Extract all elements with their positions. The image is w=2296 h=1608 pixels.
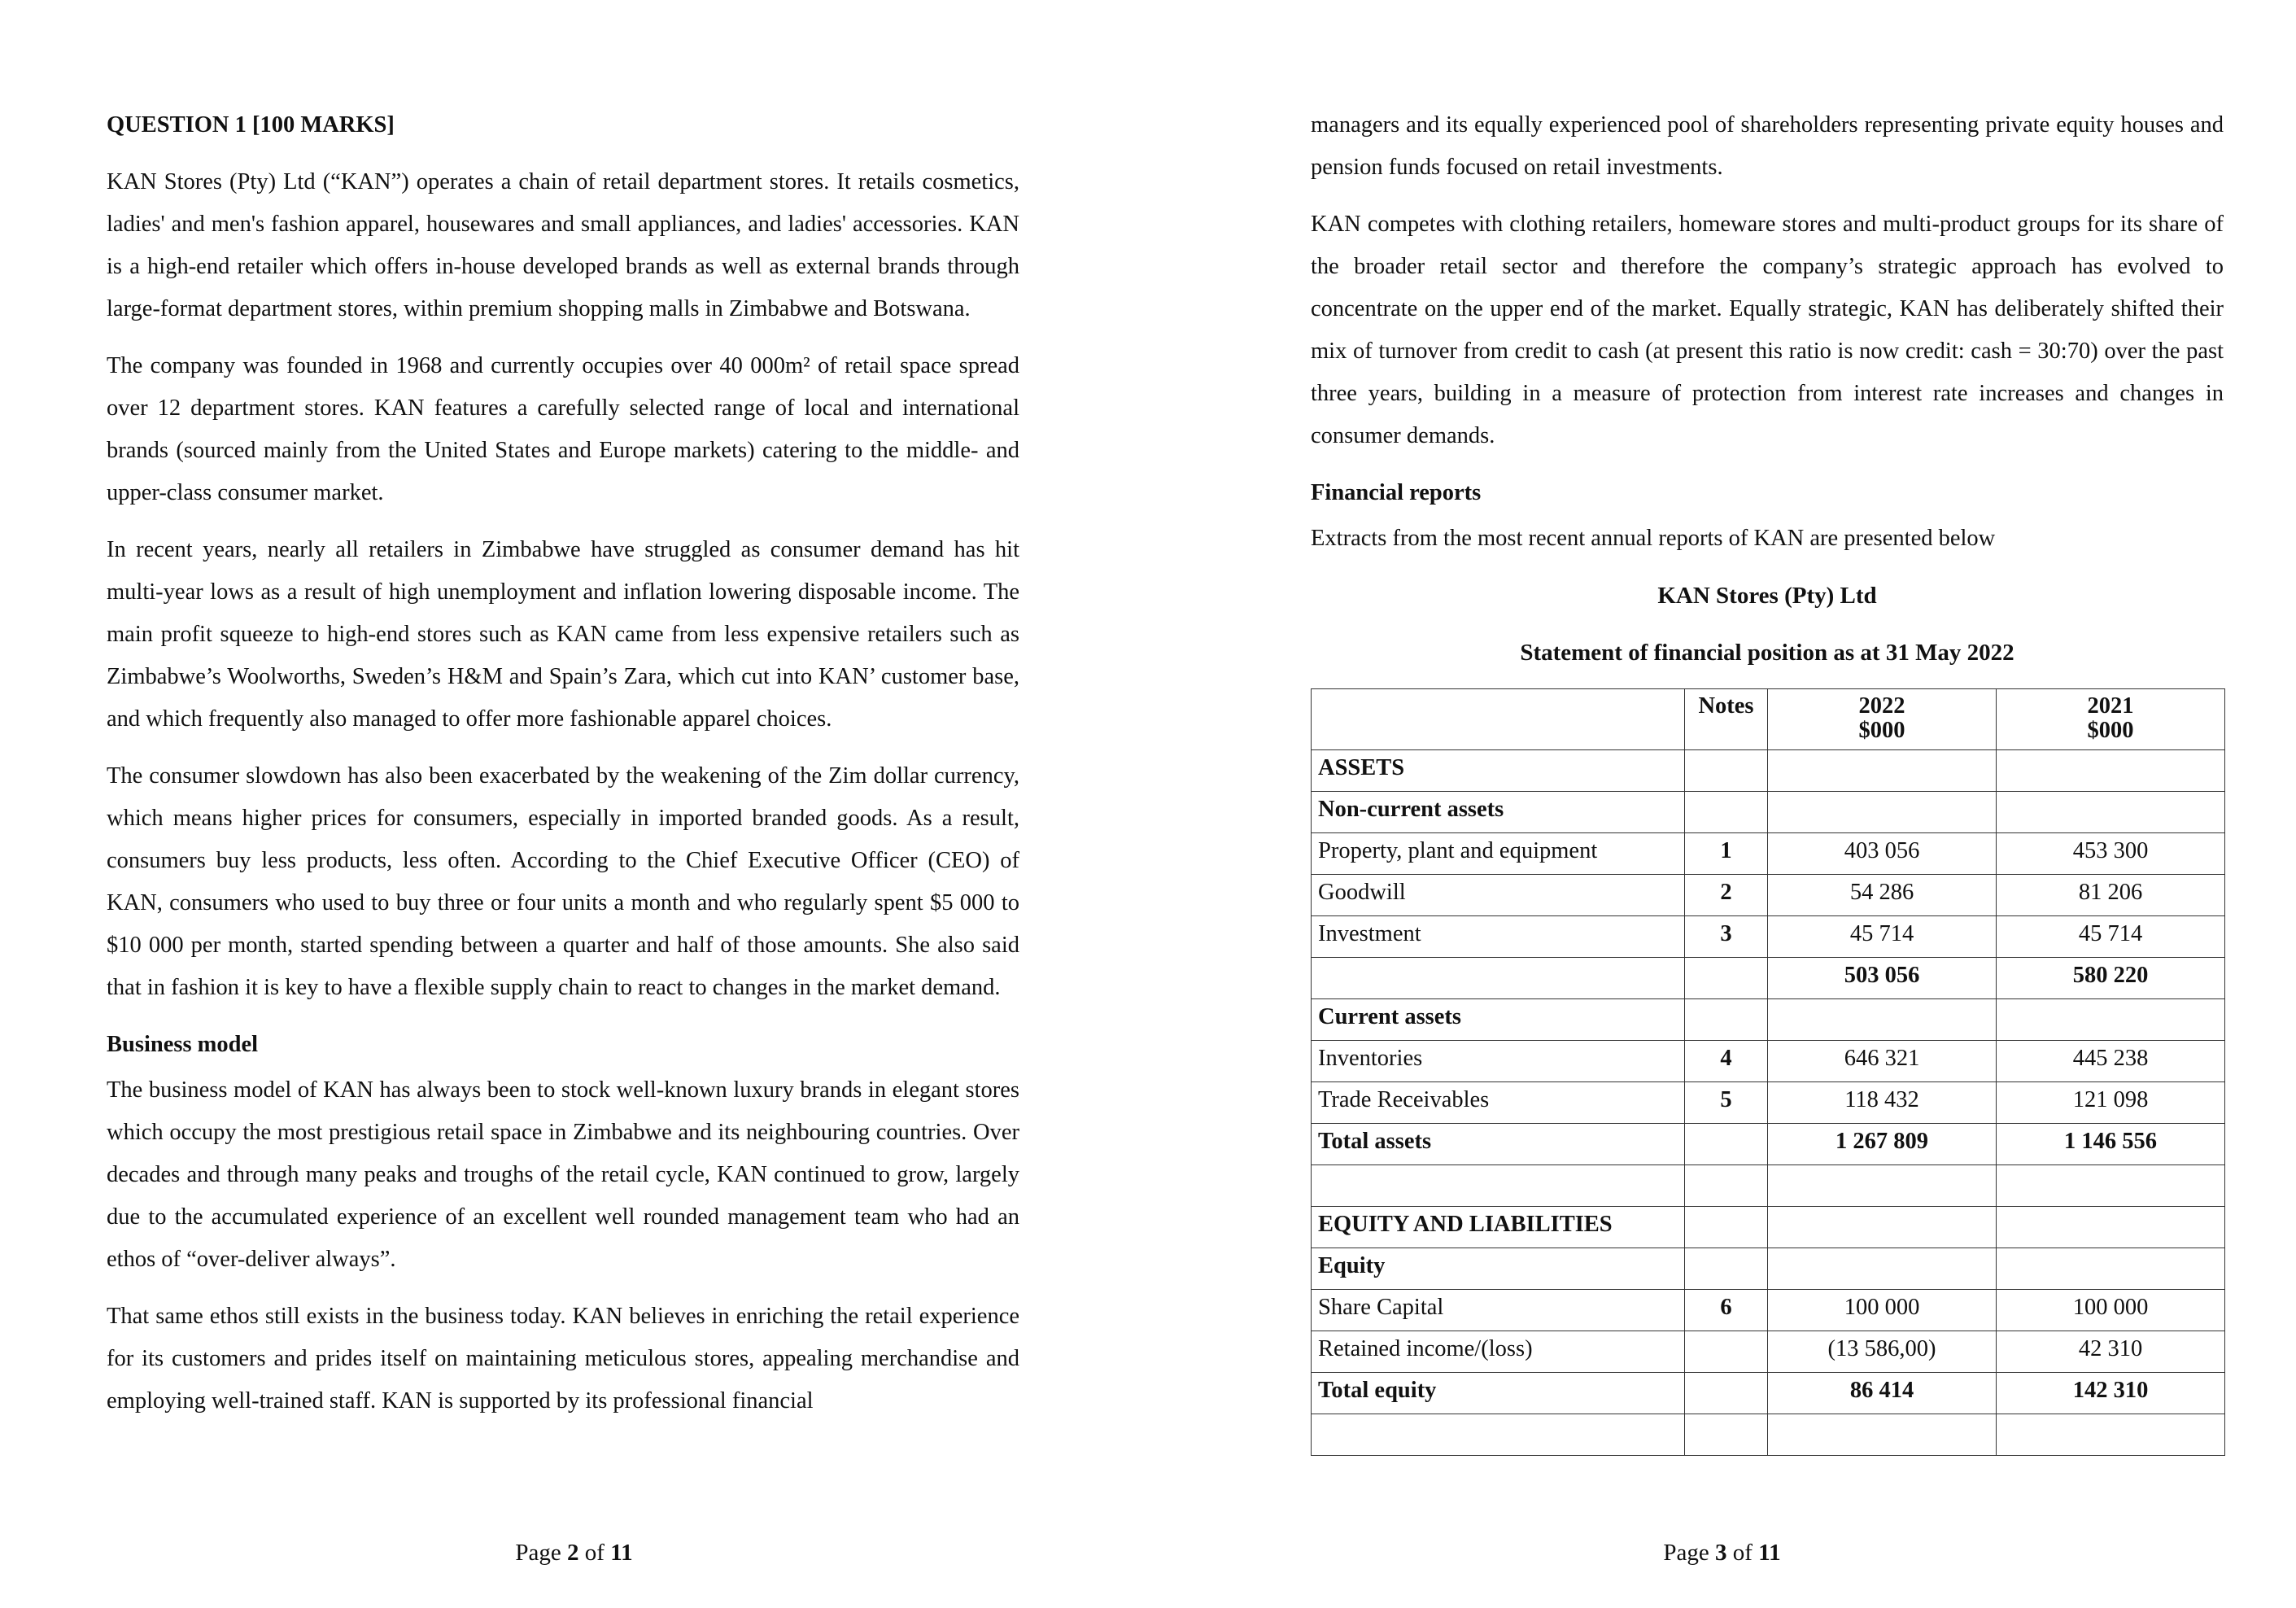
row-value-2021: 45 714	[1997, 916, 2225, 958]
paragraph: The company was founded in 1968 and currently occupies over 40 000m² of retail space spread over 12 department stores. KAN features a carefully selected range of local and international brands (sourced mainly from the United States and Europe markets) catering to the middle- and upper-class consumer market.	[107, 353, 1019, 505]
right-page	[1148, 0, 2296, 1608]
row-note	[1685, 958, 1768, 999]
row-label: Inventories	[1312, 1041, 1685, 1082]
footer-prefix: Page	[515, 1540, 568, 1566]
row-note	[1685, 1248, 1768, 1290]
row-value-2022: (13 586,00)	[1768, 1331, 1997, 1373]
financial-intro: Extracts from the most recent annual reports of KAN are presented below	[1311, 526, 1996, 551]
row-value-2022	[1768, 792, 1997, 833]
row-value-2022: 45 714	[1768, 916, 1997, 958]
table-row	[1312, 958, 2225, 999]
page-footer	[0, 1536, 1148, 1569]
row-note: 6	[1685, 1290, 1768, 1331]
table-row	[1312, 1414, 2225, 1456]
row-label: Goodwill	[1312, 875, 1685, 916]
table-row	[1312, 1248, 2225, 1290]
paragraph: In recent years, nearly all retailers in Zimbabwe have struggled as consumer demand has hit multi-year lows as a result of high unemployment and inflation lowering disposable income. The main profit squeeze to high-end stores such as KAN came from less expensive retailers such as Zimbabwe’s Woolworths, Sweden’s H&M and Spain’s Zara, which cut into KAN’ customer base, and which frequently also managed to offer more fashionable apparel choices.	[107, 537, 1019, 732]
row-value-2022: 1 267 809	[1768, 1124, 1997, 1165]
table-row	[1312, 792, 2225, 833]
page-footer	[1148, 1536, 2296, 1569]
row-label: Share Capital	[1312, 1290, 1685, 1331]
row-value-2021: 580 220	[1997, 958, 2225, 999]
table-row	[1312, 875, 2225, 916]
statement-title: Statement of financial position as at 31 May 2022	[1520, 640, 2014, 666]
row-note: 3	[1685, 916, 1768, 958]
row-value-2022	[1768, 999, 1997, 1041]
row-note: 4	[1685, 1041, 1768, 1082]
year-2022-unit: $000	[1858, 718, 1905, 743]
row-label: EQUITY AND LIABILITIES	[1312, 1207, 1685, 1248]
row-note	[1685, 999, 1768, 1041]
right-column	[1311, 104, 2224, 1456]
year-2022-label: 2022	[1858, 693, 1905, 719]
row-label: Trade Receivables	[1312, 1082, 1685, 1124]
paragraph: That same ethos still exists in the business today. KAN believes in enriching the retail experience for its customers and prides itself on maintaining meticulous stores, appealing merchandise and employing well-trained staff. KAN is supported by its professional financial	[107, 1304, 1019, 1414]
row-value-2021: 445 238	[1997, 1041, 2225, 1082]
row-value-2022: 646 321	[1768, 1041, 1997, 1082]
table-row	[1312, 1207, 2225, 1248]
row-value-2022: 86 414	[1768, 1373, 1997, 1414]
paragraph: managers and its equally experienced pool of shareholders representing private equity houses and pension funds focused on retail investments.	[1311, 112, 2224, 180]
table-row	[1312, 1290, 2225, 1331]
table-row	[1312, 750, 2225, 792]
header-year-2021	[1997, 689, 2225, 750]
paragraph: KAN competes with clothing retailers, homeware stores and multi-product groups for its share of the broader retail sector and therefore the company’s strategic approach has evolved to concentrate on the upper end of the market. Equally strategic, KAN has deliberately shifted their mix of turnover from credit to cash (at present this ratio is now credit: cash = 30:70) over the past three years, building in a measure of protection from interest rate increases and changes in consumer demands.	[1311, 212, 2224, 448]
row-value-2022: 503 056	[1768, 958, 1997, 999]
row-note	[1685, 792, 1768, 833]
row-note	[1685, 750, 1768, 792]
table-row	[1312, 1041, 2225, 1082]
row-label: Equity	[1312, 1248, 1685, 1290]
paragraph: The consumer slowdown has also been exacerbated by the weakening of the Zim dollar currency, which means higher prices for consumers, especially in imported branded goods. As a result, consumers buy less products, less often. According to the Chief Executive Officer (CEO) of KAN, consumers who used to buy three or four units a month and who regularly spent $5 000 to $10 000 per month, started spending between a quarter and half of those amounts. She also said that in fashion it is key to have a flexible supply chain to react to changes in the market demand.	[107, 763, 1019, 1000]
row-value-2022: 100 000	[1768, 1290, 1997, 1331]
row-label: Investment	[1312, 916, 1685, 958]
table-row	[1312, 1124, 2225, 1165]
row-value-2021: 142 310	[1997, 1373, 2225, 1414]
row-note	[1685, 1165, 1768, 1207]
row-value-2022: 403 056	[1768, 833, 1997, 875]
row-value-2021	[1997, 1248, 2225, 1290]
row-value-2021: 100 000	[1997, 1290, 2225, 1331]
footer-prefix: Page	[1663, 1540, 1716, 1566]
footer-page-number: 3	[1715, 1540, 1727, 1566]
row-label: Total equity	[1312, 1373, 1685, 1414]
table-row	[1312, 1331, 2225, 1373]
row-value-2021: 453 300	[1997, 833, 2225, 875]
paragraph: The business model of KAN has always been to stock well-known luxury brands in elegant stores which occupy the most prestigious retail space in Zimbabwe and its neighbouring countries. Over decades and through many peaks and troughs of the retail cycle, KAN continued to grow, largely due to the accumulated experience of an excellent well rounded management team who had an ethos of “over-deliver always”.	[107, 1077, 1019, 1272]
row-label: Current assets	[1312, 999, 1685, 1041]
row-value-2022	[1768, 1248, 1997, 1290]
footer-of: of	[578, 1540, 611, 1566]
footer-total-pages: 11	[1758, 1540, 1781, 1566]
row-label: Non-current assets	[1312, 792, 1685, 833]
row-note	[1685, 1331, 1768, 1373]
row-note: 1	[1685, 833, 1768, 875]
row-note	[1685, 1124, 1768, 1165]
year-2021-label: 2021	[2087, 693, 2134, 719]
footer-page-number: 2	[567, 1540, 579, 1566]
question-heading: QUESTION 1 [100 MARKS]	[107, 112, 395, 138]
business-model-heading: Business model	[107, 1032, 259, 1057]
header-notes: Notes	[1685, 689, 1768, 750]
row-note	[1685, 1207, 1768, 1248]
row-value-2021	[1997, 1414, 2225, 1456]
row-value-2022	[1768, 1165, 1997, 1207]
row-label	[1312, 958, 1685, 999]
paragraph: KAN Stores (Pty) Ltd (“KAN”) operates a chain of retail department stores. It retails cosmetics, ladies' and men's fashion apparel, housewares and small appliances, and ladies' accessories. KAN is a high-end retailer which offers in-house developed brands as well as external brands through large-format department stores, within premium shopping malls in Zimbabwe and Botswana.	[107, 169, 1019, 321]
row-value-2022	[1768, 1414, 1997, 1456]
row-value-2022	[1768, 1207, 1997, 1248]
header-year-2022	[1768, 689, 1997, 750]
financial-reports-heading: Financial reports	[1311, 480, 1482, 505]
row-value-2021	[1997, 750, 2225, 792]
year-2021-unit: $000	[2087, 718, 2134, 743]
table-header-row	[1312, 689, 2225, 750]
row-note	[1685, 1414, 1768, 1456]
row-note	[1685, 1373, 1768, 1414]
row-label: ASSETS	[1312, 750, 1685, 792]
row-value-2021: 1 146 556	[1997, 1124, 2225, 1165]
footer-total-pages: 11	[610, 1540, 633, 1566]
row-note: 2	[1685, 875, 1768, 916]
row-value-2022: 54 286	[1768, 875, 1997, 916]
row-value-2022: 118 432	[1768, 1082, 1997, 1124]
table-row	[1312, 1373, 2225, 1414]
left-column	[107, 104, 1019, 1437]
row-value-2021	[1997, 792, 2225, 833]
row-label: Retained income/(loss)	[1312, 1331, 1685, 1373]
footer-of: of	[1726, 1540, 1759, 1566]
row-value-2021	[1997, 1165, 2225, 1207]
table-row	[1312, 1082, 2225, 1124]
table-row	[1312, 833, 2225, 875]
row-label	[1312, 1165, 1685, 1207]
row-value-2021: 81 206	[1997, 875, 2225, 916]
row-label	[1312, 1414, 1685, 1456]
header-label-cell	[1312, 689, 1685, 750]
table-row	[1312, 999, 2225, 1041]
row-label: Property, plant and equipment	[1312, 833, 1685, 875]
row-value-2022	[1768, 750, 1997, 792]
row-value-2021	[1997, 1207, 2225, 1248]
financial-position-table	[1311, 688, 2225, 1456]
row-note: 5	[1685, 1082, 1768, 1124]
row-label: Total assets	[1312, 1124, 1685, 1165]
table-row	[1312, 1165, 2225, 1207]
table-row	[1312, 916, 2225, 958]
row-value-2021	[1997, 999, 2225, 1041]
company-title: KAN Stores (Pty) Ltd	[1657, 583, 1877, 609]
row-value-2021: 121 098	[1997, 1082, 2225, 1124]
row-value-2021: 42 310	[1997, 1331, 2225, 1373]
